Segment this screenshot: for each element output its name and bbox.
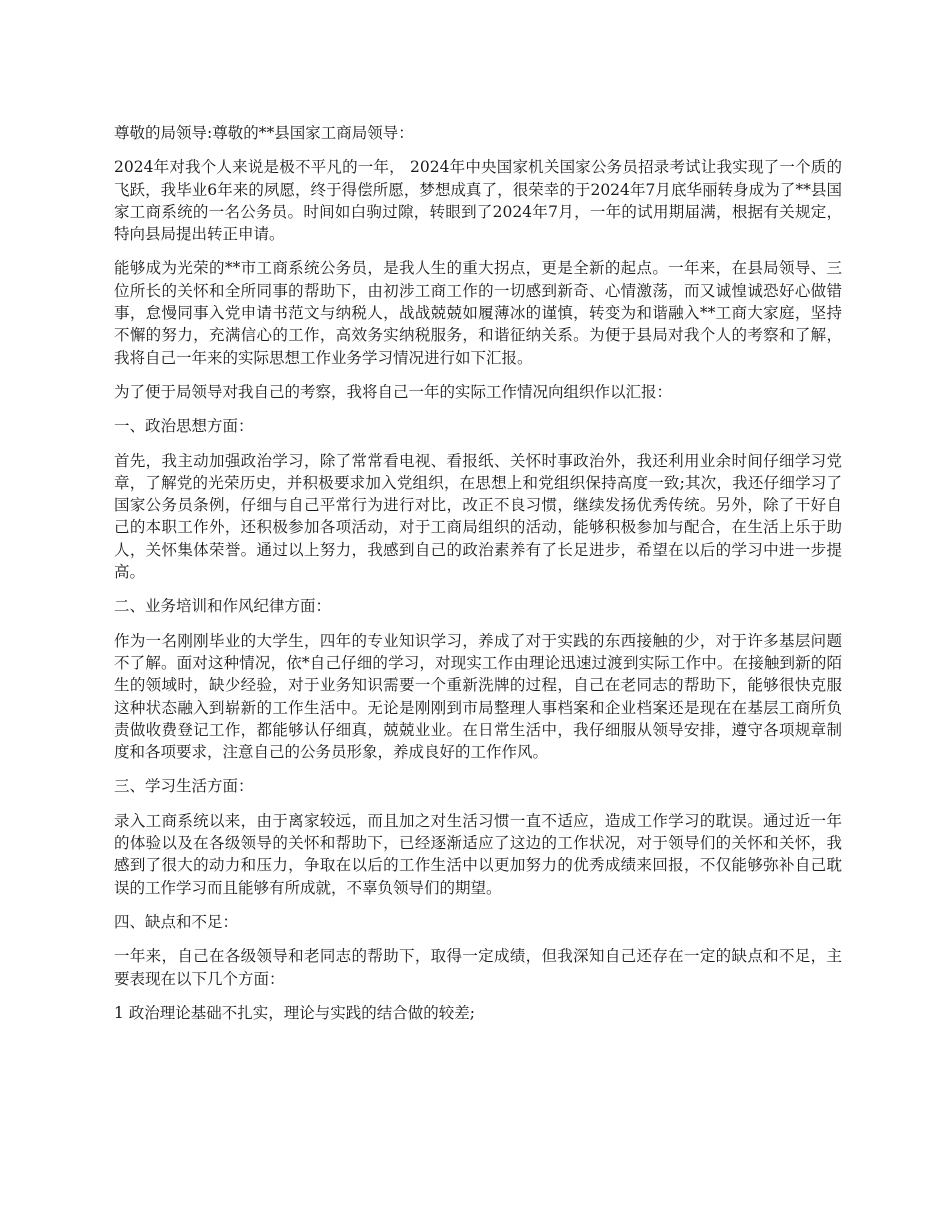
section-body-training: 作为一名刚刚毕业的大学生，四年的专业知识学习，养成了对于实践的东西接触的少，对于许多基层问题不了解。面对这种情况，依*自己仔细的学习，对现实工作由理论迅速过渡到实际工作中。在接触到新的陌生的领域时，缺少经验，对于业务知识需要一个重新洗牌的过程，自己在老同志的帮助下，能够很快克服这种状态融入到崭新的工作生活中。无论是刚刚到市局整理人事档案和企业档案还是现在在基层工商所负责做收费登记工作，都能够认仔细真，兢兢业业。在日常生活中，我仔细服从领导安排，遵守各项规章制度和各项要求，注意自己的公务员形象，养成良好的工作作风。 — [114, 631, 842, 762]
section-heading-shortcomings: 四、缺点和不足： — [114, 912, 239, 931]
list-item-1: 1 政治理论基础不扎实，理论与实践的结合做的较差; — [114, 1003, 476, 1022]
intro-paragraph-2: 能够成为光荣的**市工商系统公务员，是我人生的重大拐点，更是全新的起点。一年来，在县局领导、三位所长的关怀和全所同事的帮助下，由初涉工商工作的一切感到新奇、心情激荡，而又诚惶诚恐好心做错事，怠慢同事入党申请书范文与纳税人，战战兢兢如履薄冰的谨慎，转变为和谐融入**工商大家庭，坚持不懈的努力，充满信心的工作，高效务实纳税服务，和谐征纳关系。为便于县局对我个人的考察和了解，我将自己一年来的实际思想工作业务学习情况进行如下汇报。 — [114, 259, 842, 367]
section-heading-political: 一、政治思想方面： — [114, 417, 254, 436]
intro-paragraph-3: 为了便于局领导对我自己的考察，我将自己一年的实际工作情况向组织作以汇报： — [114, 382, 673, 401]
section-heading-life: 三、学习生活方面： — [114, 777, 254, 796]
salutation: 尊敬的局领导:尊敬的**县国家工商局领导： — [114, 124, 414, 142]
intro-paragraph-1: 2024年对我个人来说是极不平凡的一年， 2024年中央国家机关国家公务员招录考试让我实现了一个质的飞跃，我毕业6年来的夙愿，终于得偿所愿，梦想成真了，很荣幸的于2024年7月底华丽转身成为了**县国家工商系统的一名公务员。时间如白驹过隙，转眼到了2024年7月，一年的试用期届满，根据有关规定，特向县局提出转正申请。 — [114, 158, 842, 244]
section-body-shortcomings: 一年来，自己在各级领导和老同志的帮助下，取得一定成绩，但我深知自己还存在一定的缺点和不足，主要表现在以下几个方面： — [114, 947, 842, 988]
section-body-political: 首先，我主动加强政治学习，除了常常看电视、看报纸、关怀时事政治外，我还利用业余时间仔细学习党章，了解党的光荣历史，并积极要求加入党组织，在思想上和党组织保持高度一致;其次，我还仔细学习了国家公务员条例，仔细与自己平常行为进行对比，改正不良习惯，继续发扬优秀传统。另外，除了干好自己的本职工作外，还积极参加各项活动，对于工商局组织的活动，能够积极参加与配合，在生活上乐于助人，关怀集体荣誉。通过以上努力，我感到自己的政治素养有了长足进步，希望在以后的学习中进一步提高。 — [114, 451, 842, 582]
document-page — [114, 122, 842, 1036]
section-heading-training: 二、业务培训和作风纪律方面： — [114, 597, 332, 616]
section-body-life: 录入工商系统以来，由于离家较远，而且加之对生活习惯一直不适应，造成工作学习的耽误。通过近一年的体验以及在各级领导的关怀和帮助下，已经逐渐适应了这边的工作状况，对于领导们的关怀和关怀，我感到了很大的动力和压力，争取在以后的工作生活中以更加努力的优秀成绩来回报，不仅能够弥补自己耽误的工作学习而且能够有所成就，不辜负领导们的期望。 — [114, 811, 842, 897]
